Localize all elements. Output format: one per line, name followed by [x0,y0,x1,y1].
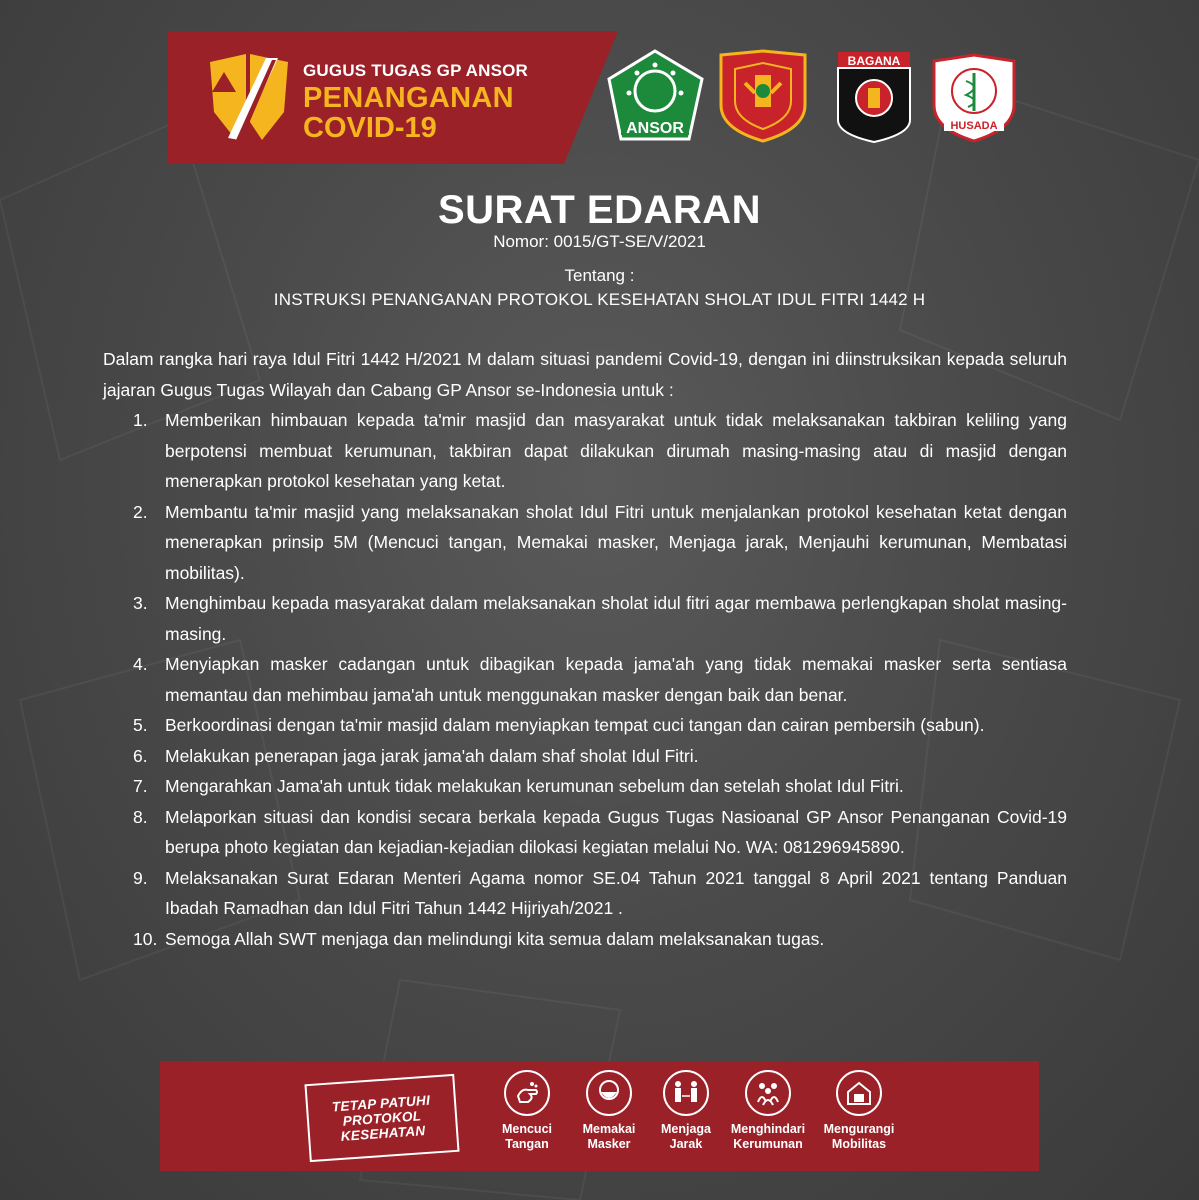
footer-item-hand-wash [486,1070,568,1152]
bagana-logo-text: BAGANA [847,54,901,68]
crowd-icon [745,1070,791,1116]
list-item-number: 3. [133,593,148,613]
footer-item-label: Mencuci Tangan [501,1122,552,1151]
list-item-text: Membantu ta'mir masjid yang melaksanakan sholat Idul Fitri untuk menjalankan protokol kesehatan ketat dengan menerapkan prinsip 5M (Mencuci tangan, Memakai masker, Menjaga jarak, Menjauhi kerumunan, Membatasi mobilitas). [165,501,1067,583]
list-item [103,924,1067,955]
ansor-logo-text: ANSOR [626,120,684,137]
list-item-number: 4. [133,654,148,674]
list-item [103,497,1067,589]
document-title: SURAT EDARAN [437,188,762,232]
list-item [103,588,1067,649]
document-subject: INSTRUKSI PENANGANAN PROTOKOL KESEHATAN SHOLAT IDUL FITRI 1442 H [273,290,926,309]
list-item-text: Menyiapkan masker cadangan untuk dibagikan kepada jama'ah yang tidak memakai masker serta sentiasa memantau dan mehimbau jama'ah untuk menggunakan masker dengan baik dan benar. [165,654,1067,705]
ansor-logo [607,49,704,144]
list-item [103,802,1067,863]
list-item-text: Melaporkan situasi dan kondisi secara berkala kepada Gugus Tugas Nasioanal GP Ansor Penanganan Covid-19 berupa photo kegiatan dan kejadian-kejadian dilokasi kegiatan melalui No. WA: 081296945890. [165,806,1067,857]
list-item [103,771,1067,802]
footer-item-distance [645,1070,727,1152]
banner-line-2: PENANGANAN [303,82,514,114]
hand-wash-icon [504,1070,550,1116]
list-item-text: Menghimbau kepada masyarakat dalam melaksanakan sholat idul fitri agar membawa perlengkapan sholat masing-masing. [165,593,1067,644]
list-item [103,649,1067,710]
footer-item-crowd [727,1070,809,1152]
banner-line-3: COVID-19 [303,112,437,144]
footer-item-label: Mengurangi Mobilitas [823,1122,895,1151]
list-item-number: 8. [133,806,148,827]
footer-item-label: Memakai Masker [582,1122,636,1151]
bagana-logo [836,50,912,143]
banner-title [303,62,528,143]
list-item-number: 9. [133,867,148,888]
banner-line-1: GUGUS TUGAS GP ANSOR [303,61,529,80]
list-item-text: Melaksanakan Surat Edaran Menteri Agama nomor SE.04 Tahun 2021 tanggal 8 April 2021 tentang Panduan Ibadah Ramadhan dan Idul Fitri Tahun 1442 Hijriyah/2021 . [165,867,1067,918]
protocol-stamp [304,1074,459,1162]
list-item-text: Mengarahkan Jama'ah untuk tidak melakukan kerumunan sebelum dan setelah sholat Idul Fitri. [165,776,904,796]
list-item-number: 5. [133,715,148,735]
husada-logo [930,53,1018,143]
list-item-number: 6. [133,745,148,766]
list-item [103,741,1067,772]
list-item-number: 7. [133,776,148,796]
list-item-text: Memberikan himbauan kepada ta'mir masjid dan masyarakat untuk tidak melaksanakan takbiran keliling yang berpotensi membuat kerumunan, takbiran dapat dilakukan dirumah masing-masing atau di masjid dengan menerapkan protokol kesehatan yang ketat. [165,410,1067,491]
intro-paragraph: Dalam rangka hari raya Idul Fitri 1442 H/2021 M dalam situasi pandemi Covid-19, dengan ini diinstruksikan kepada seluruh jajaran Gugus Tugas Wilayah dan Cabang GP Ansor se-Indonesia untuk : [103,349,1067,400]
list-item-text: Berkoordinasi dengan ta'mir masjid dalam menyiapkan tempat cuci tangan dan cairan pembersih (sabun). [165,715,985,735]
list-item-text: Melakukan penerapan jaga jarak jama'ah dalam shaf sholat Idul Fitri. [165,745,699,766]
list-item [103,710,1067,741]
distance-icon [663,1070,709,1116]
footer-item-mask [568,1070,650,1152]
footer-item-label: Menjaga Jarak [660,1122,711,1151]
footer-item-label: Menghindari Kerumunan [730,1122,806,1151]
banser-logo [717,49,809,144]
protocol-stamp-text: TETAP PATUHI PROTOKOL KESEHATAN [331,1092,431,1144]
document-body [103,344,1067,954]
mask-icon [586,1070,632,1116]
stay-home-icon [836,1070,882,1116]
list-item-number: 10. [133,928,158,949]
list-item [103,405,1067,497]
list-item-number: 2. [133,501,148,522]
footer-item-stay-home [818,1070,900,1152]
covid-task-force-logo [206,52,292,144]
document-number: Nomor: 0015/GT-SE/V/2021 [493,232,706,251]
husada-logo-text: HUSADA [950,120,998,132]
list-item-number: 1. [133,410,148,430]
list-item [103,863,1067,924]
instruction-list [103,405,1067,954]
document-about-label: Tentang : [564,266,635,285]
list-item-text: Semoga Allah SWT menjaga dan melindungi kita semua dalam melaksanakan tugas. [165,928,825,949]
